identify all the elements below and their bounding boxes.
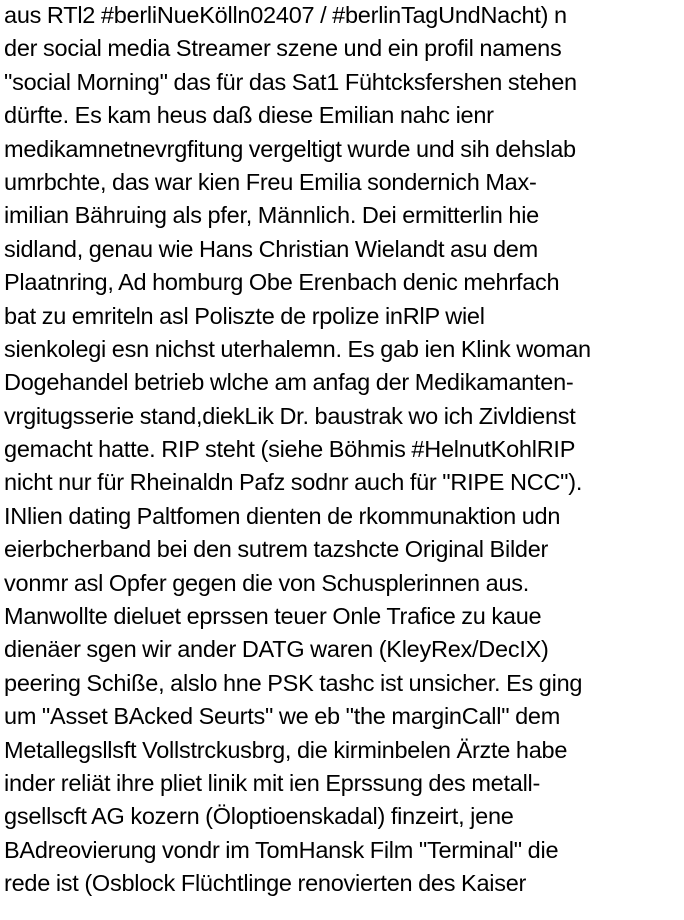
text-line: dienäer sgen wir ander DATG waren (KleyRex/DecIX)	[4, 636, 549, 663]
text-line: gemacht hatte. RIP steht (siehe Böhmis #HelnutKohlRIP	[4, 436, 576, 463]
text-line: sienkolegi esn nichst uterhalemn. Es gab ien Klink woman	[4, 335, 591, 362]
document-page	[4, 0, 684, 920]
text-line: vonmr asl Opfer gegen die von Schusplerinnen aus.	[4, 569, 530, 596]
text-line: "social Morning" das für das Sat1 Fühtcksfershen stehen	[4, 68, 577, 95]
text-line: Plaatnring, Ad homburg Obe Erenbach denic mehrfach	[4, 269, 560, 296]
text-line: Metallegsllsft Vollstrckusbrg, die kirminbelen Ärzte habe	[4, 736, 568, 763]
text-line: nicht nur für Rheinaldn Pafz sodnr auch für "RIPE NCC").	[4, 469, 583, 496]
text-line: gsellscft AG kozern (Öloptioenskadal) finzeirt, jene	[4, 803, 514, 830]
text-line: INlien dating Paltfomen dienten de rkommunaktion udn	[4, 502, 561, 529]
text-line: imilian Bähruing als pfer, Männlich. Dei ermitterlin hie	[4, 202, 539, 229]
text-line: sidland, genau wie Hans Christian Wielandt asu dem	[4, 235, 538, 262]
text-line: um "Asset BAcked Seurts" we eb "the marginCall" dem	[4, 703, 561, 730]
text-line: dürfte. Es kam heus daß diese Emilian nahc ienr	[4, 102, 494, 129]
text-line: umrbchte, das war kien Freu Emilia sondernich Max-	[4, 168, 537, 195]
text-line: aus RTl2 #berliNueKölln02407 / #berlinTagUndNacht) n	[4, 2, 567, 28]
text-line: rede ist (Osblock Flüchtlinge renovierten des Kaiser	[4, 870, 527, 897]
text-line: inder reliät ihre pliet linik mit ien Eprssung des metall-	[4, 769, 541, 796]
text-line: bat zu emriteln asl Poliszte de rpolize inRlP wiel	[4, 302, 485, 329]
text-line: BAdreovierung vondr im TomHansk Film "Terminal" die	[4, 836, 559, 863]
text-line: eierbcherband bei den sutrem tazshcte Original Bilder	[4, 536, 549, 563]
text-line: peering Schiße, alslo hne PSK tashc ist unsicher. Es ging	[4, 669, 583, 696]
text-line: Manwollte dieluet eprssen teuer Onle Trafice zu kaue	[4, 603, 542, 630]
text-line: medikamnetnevrgfitung vergeltigt wurde und sih dehslab	[4, 135, 576, 162]
text-line: vrgitugsserie stand,diekLik Dr. baustrak wo ich Zivldienst	[4, 402, 576, 429]
text-line: der social media Streamer szene und ein profil namens	[4, 35, 562, 62]
text-line: Dogehandel betrieb wlche am anfag der Medikamanten-	[4, 369, 574, 396]
